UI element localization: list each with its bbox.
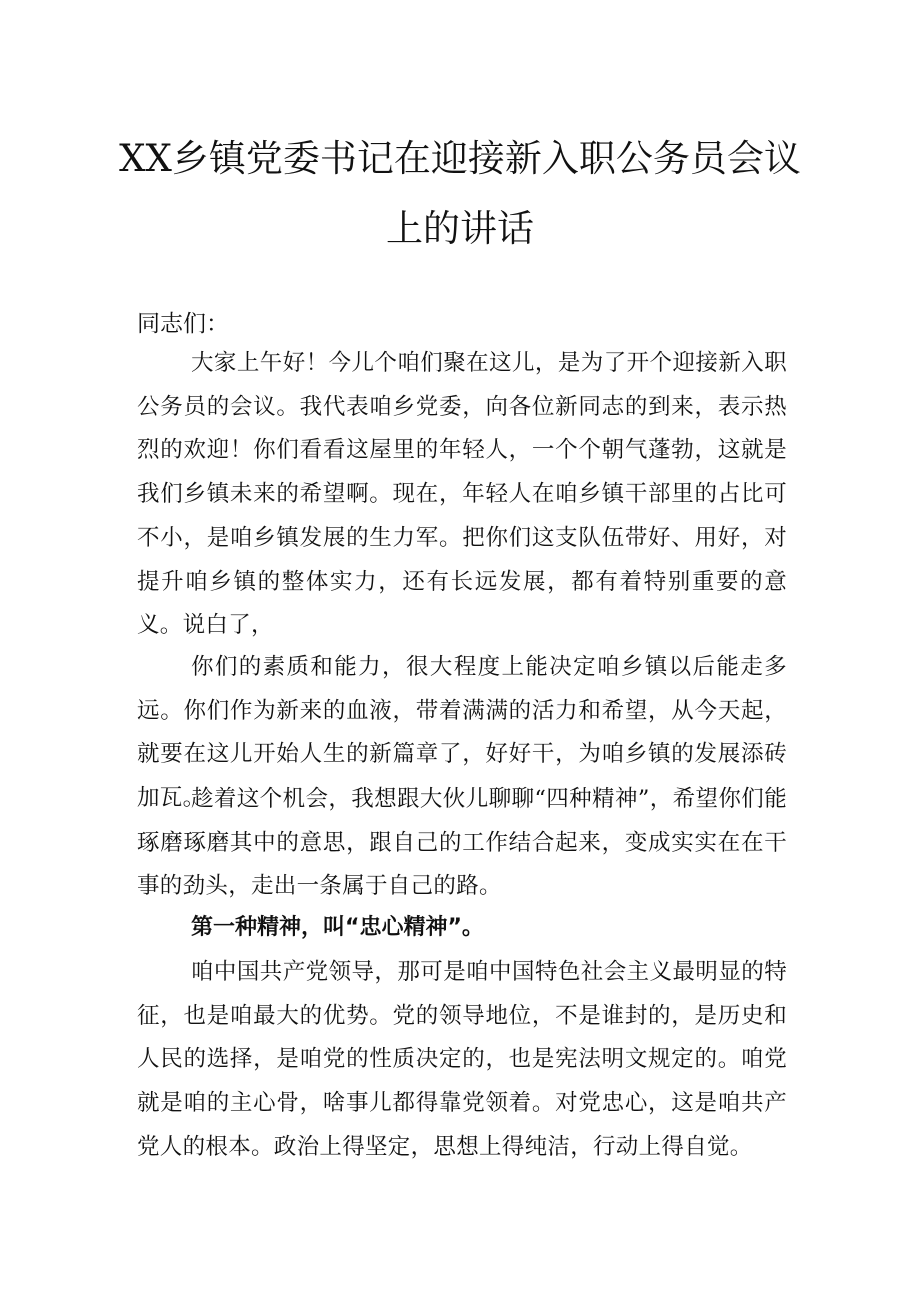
paragraph-welcome: 大家上午好！今儿个咱们聚在这儿，是为了开个迎接新入职公务员的会议。我代表咱乡党委，向各位新同志的到来，表示热烈的欢迎！你们看看这屋里的年轻人，一个个朝气蓬勃，这就是我们乡镇未来的希望啊。现在，年轻人在咱乡镇干部里的占比可不小，是咱乡镇发展的生力军。把你们这支队伍带好、用好，对提升咱乡镇的整体实力，还有长远发展，都有着特别重要的意义。说白了，	[137, 350, 787, 639]
paragraph-party-leadership: 咱中国共产党领导，那可是咱中国特色社会主义最明显的特征，也是咱最大的优势。党的领导地位，不是谁封的，是历史和人民的选择，是咱党的性质决定的，也是宪法明文规定的。咱党就是咱的主心骨，啥事儿都得靠党领着。对党忠心，这是咱共产党人的根本。政治上得坚定，思想上得纯洁，行动上得自觉。	[137, 959, 787, 1160]
paragraph-abilities: 你们的素质和能力，很大程度上能决定咱乡镇以后能走多远。你们作为新来的血液，带着满满的活力和希望，从今天起，就要在这儿开始人生的新篇章了，好好干，为咱乡镇的发展添砖加瓦。	[137, 654, 787, 812]
document-title-line-1: XX乡镇党委书记在迎接新入职公务员会议	[119, 137, 801, 180]
document-title-line-2: 上的讲话	[386, 207, 534, 250]
salutation: 同志们：	[137, 311, 229, 337]
section-heading-loyalty: 第一种精神，叫“忠心精神”。	[191, 915, 484, 940]
paragraph-four-spirits: 趁着这个机会，我想跟大伙儿聊聊“四种精神”，希望你们能琢磨琢磨其中的意思，跟自己的工作结合起来，变成实实在在干事的劲头，走出一条属于自己的路。	[137, 786, 787, 900]
